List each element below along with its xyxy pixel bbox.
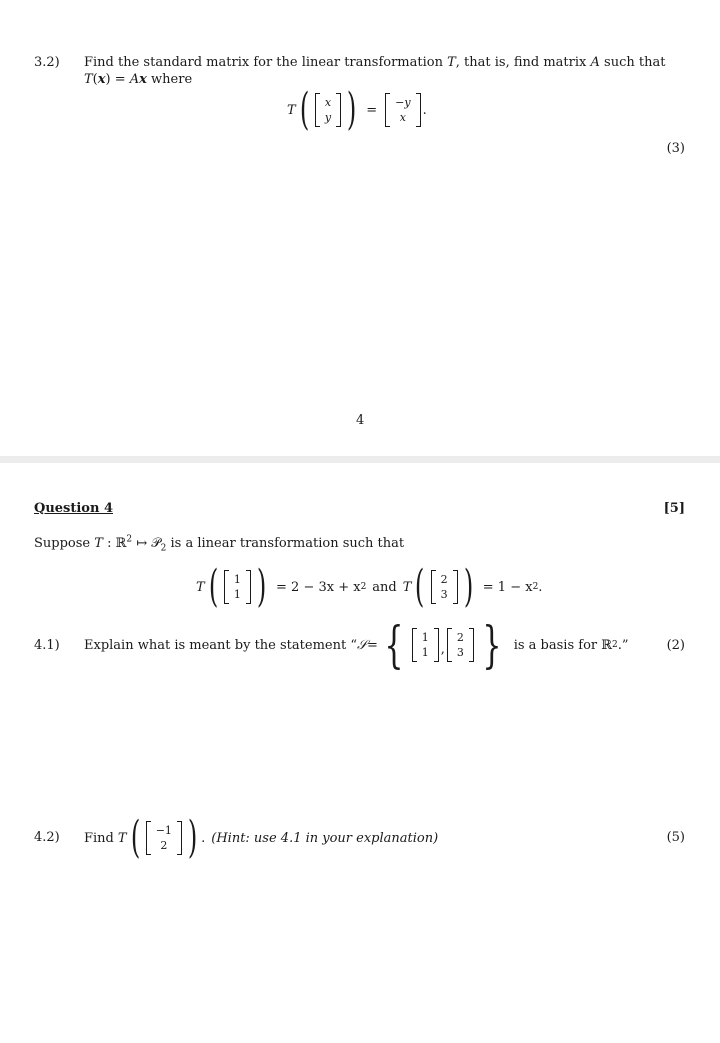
left-brace: {	[384, 616, 404, 674]
vector-entry: 1	[233, 573, 241, 586]
q32-text-b: , that is, find matrix	[455, 55, 587, 70]
q32-input-vector	[315, 93, 341, 127]
q32-symbol-T: T	[447, 55, 456, 70]
vector-entry: 1	[233, 588, 241, 601]
question-4-total-marks: [5]	[663, 501, 685, 516]
q32-text-a: Find the standard matrix for the linear transformation	[84, 55, 443, 70]
q42-marks: (5)	[666, 830, 685, 845]
left-paren: (	[415, 561, 425, 612]
q42-find: Find	[84, 830, 114, 846]
q41-vector-1	[412, 628, 439, 662]
left-paren: (	[130, 812, 140, 863]
right-paren: )	[187, 812, 198, 863]
intro-text-c: ↦ 𝒫	[132, 536, 161, 551]
given-result-1: = 2 − 3x + x	[276, 579, 361, 595]
q41-text: Explain what is meant by the statement “	[84, 637, 357, 653]
page-1	[0, 0, 720, 456]
given-vector-1	[224, 570, 251, 604]
q32-symbol-A: A	[590, 55, 600, 70]
intro-sub: 2	[160, 543, 167, 554]
question-3-2-line-1	[84, 54, 665, 71]
vector-entry: 2	[160, 839, 168, 852]
question-number-3-2: 3.2)	[34, 55, 60, 70]
q41-comma: ,	[440, 642, 445, 657]
right-brace: }	[482, 616, 502, 674]
given-vector-2	[431, 570, 458, 604]
intro-sup: 2	[126, 534, 133, 545]
q32-eq-end: .	[422, 102, 427, 118]
q32-display-equation	[287, 84, 427, 136]
vector-entry: 1	[421, 646, 429, 659]
q42-dot: .	[201, 830, 206, 846]
given-T2: T	[402, 579, 412, 595]
q41-tail-end: .”	[617, 637, 629, 653]
intro-text-b: : ℝ	[102, 536, 127, 551]
right-paren: )	[256, 561, 267, 612]
left-paren: (	[208, 561, 218, 612]
q41-symbol-S: 𝒮	[356, 637, 368, 653]
given-equations: T ( 1 1 ) = 2 − 3x + x 2 and T ( 2 3 ) = 1 − x 2 .	[196, 561, 543, 612]
q32-text-c: such that	[604, 55, 666, 70]
page-2	[0, 463, 720, 1043]
left-paren: (	[299, 84, 309, 135]
q42-hint: (Hint: use 4.1 in your explanation)	[211, 830, 439, 846]
q32-output-vector	[385, 93, 420, 127]
question-4-intro	[34, 535, 404, 552]
page-number: 4	[356, 413, 365, 428]
q41-eq: =	[367, 637, 378, 653]
given-result-2: = 1 − x	[482, 579, 533, 595]
vector-entry: −y	[395, 96, 411, 109]
q32-line2-x2: x	[139, 72, 147, 87]
given-and: and	[372, 579, 397, 595]
question-4-2-statement	[84, 812, 438, 864]
q32-line2-close: )	[105, 72, 111, 87]
q42-symbol-T: T	[117, 830, 127, 846]
question-number-4-2: 4.2)	[34, 830, 60, 845]
q32-line2-eq: =	[110, 72, 130, 87]
given-T1: T	[196, 579, 205, 595]
question-4-heading: Question 4	[34, 501, 114, 516]
question-number-4-1: 4.1)	[34, 638, 60, 653]
vector-entry: 2	[440, 573, 448, 586]
intro-symbol-T: T	[94, 536, 103, 551]
intro-text-d: is a linear transformation such that	[166, 536, 405, 551]
q41-vector-2	[447, 628, 474, 662]
vector-entry: x	[399, 111, 406, 124]
question-4-1-statement: Explain what is meant by the statement “ 𝒮 = { 1 1 , 2 3 } is a basis for ℝ 2 .”	[84, 616, 629, 674]
q41-tail: is a basis for ℝ	[513, 637, 613, 653]
vector-entry: y	[324, 111, 332, 124]
right-paren: )	[346, 84, 357, 135]
intro-text-a: Suppose	[34, 536, 91, 551]
vector-entry: 3	[456, 646, 464, 659]
question-3-2-line-2	[84, 71, 192, 88]
q32-line2-x: x	[97, 72, 106, 87]
q42-vector	[146, 821, 182, 855]
q32-eq-T: T	[287, 102, 296, 118]
right-paren: )	[463, 561, 473, 612]
q32-marks: (3)	[666, 141, 685, 156]
q32-eq-equals: =	[366, 102, 378, 118]
vector-entry: −1	[155, 824, 172, 837]
vector-entry: 2	[456, 631, 464, 644]
vector-entry: 1	[421, 631, 429, 644]
q32-line2-T: T	[84, 72, 93, 87]
vector-entry: 3	[440, 588, 448, 601]
q32-line2-A: A	[129, 72, 140, 87]
page-separator	[0, 456, 720, 463]
vector-entry: x	[324, 96, 332, 109]
q32-line2-open: (	[92, 72, 98, 87]
given-result-2-end: .	[538, 579, 543, 595]
q41-marks: (2)	[666, 638, 685, 653]
q32-line2-where: where	[146, 72, 193, 87]
